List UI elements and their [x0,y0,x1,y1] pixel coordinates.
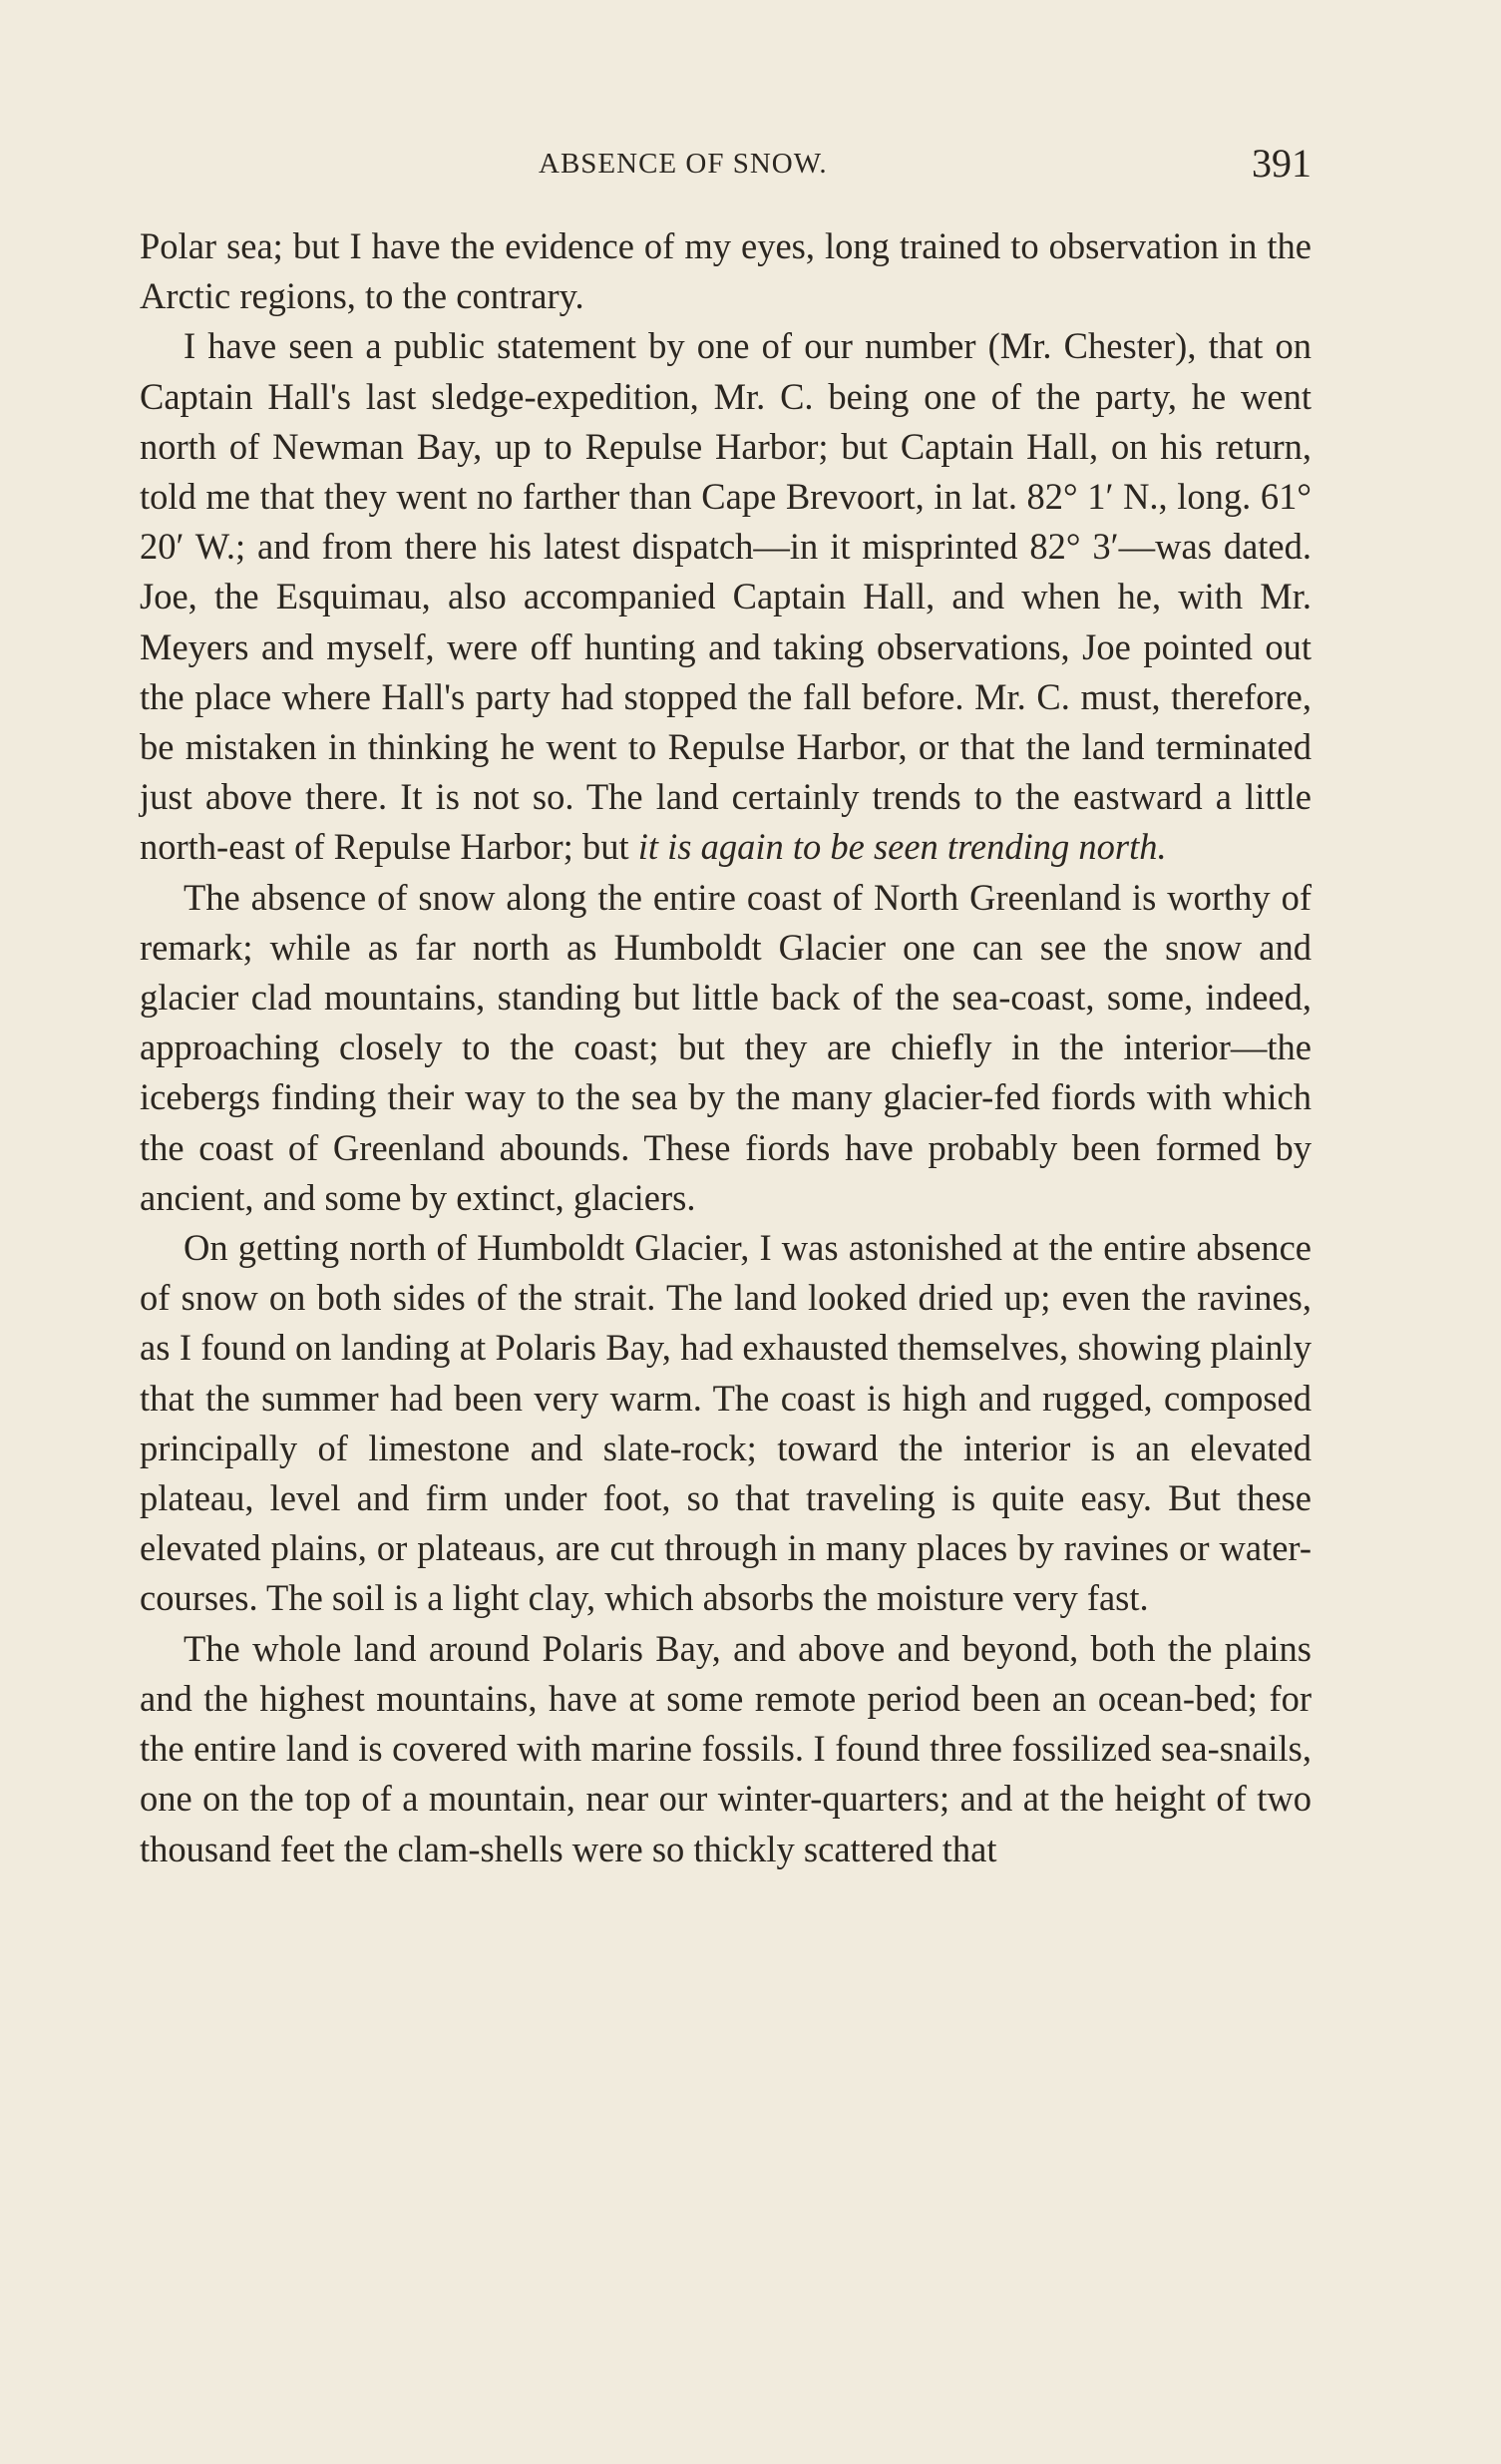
paragraph-2 [140,321,1312,872]
paragraph-4: On getting north of Humboldt Glacier, I was astonished at the entire absence of snow on both sides of the strait. The land looked dried up; even the ravines, as I found on landing at Polaris Bay, had exhausted themselves, showing plainly that the summer had been very warm. The coast is high and rugged, composed principally of limestone and slate-rock; toward the interior is an elevated plateau, level and firm under foot, so that traveling is quite easy. But these elevated plains, or plateaus, are cut through in many places by ravines or water-courses. The soil is a light clay, which absorbs the moisture very fast. [140,1227,1312,1619]
running-title: ABSENCE OF SNOW. [539,148,828,180]
paragraph-3: The absence of snow along the entire coast of North Greenland is worthy of remark; while as far north as Humboldt Glacier one can see the snow and glacier clad mountains, standing but little back of the sea-coast, some, indeed, approaching closely to the coast; but they are chiefly in the interior—the icebergs finding their way to the sea by the many glacier-fed fiords with which the coast of Greenland abounds. These fiords have probably been formed by ancient, and some by extinct, glaciers. [140,876,1312,1218]
paragraph-2-text: I have seen a public statement by one of our number (Mr. Chester), that on Captain Hall's last sledge-expedition, Mr. C. being one of the party, he went north of Newman Bay, up to Repulse Harbor; but Captain Hall, on his return, told me that they went no farther than Cape Brevoort, in lat. 82° 1′ N., long. 61° 20′ W.; and from there his latest dispatch—in it misprinted 82° 3′—was dated. Joe, the Esquimau, also accompanied Captain Hall, and when he, with Mr. Meyers and myself, were off hunting and taking observations, Joe pointed out the place where Hall's party had stopped the fall before. Mr. C. must, therefore, be mistaken in thinking he went to Repulse Harbor, or that the land terminated just above there. It is not so. The land certainly trends to the eastward a little north-east of Repulse Harbor; but [140,325,1312,868]
body-text [140,221,1312,1874]
paragraph-1: Polar sea; but I have the evidence of my eyes, long trained to observation in the Arctic regions, to the contrary. [140,225,1312,317]
paragraph-2-italic: it is again to be seen trending north. [637,826,1167,868]
paragraph-5: The whole land around Polaris Bay, and above and beyond, both the plains and the highest mountains, have at some remote period been an ocean-bed; for the entire land is covered with marine fossils. I found three fossilized sea-snails, one on the top of a mountain, near our winter-quarters; and at the height of two thousand feet the clam-shells were so thickly scattered that [140,1627,1312,1869]
page-number: 391 [1252,141,1312,186]
page-header [140,140,1312,190]
